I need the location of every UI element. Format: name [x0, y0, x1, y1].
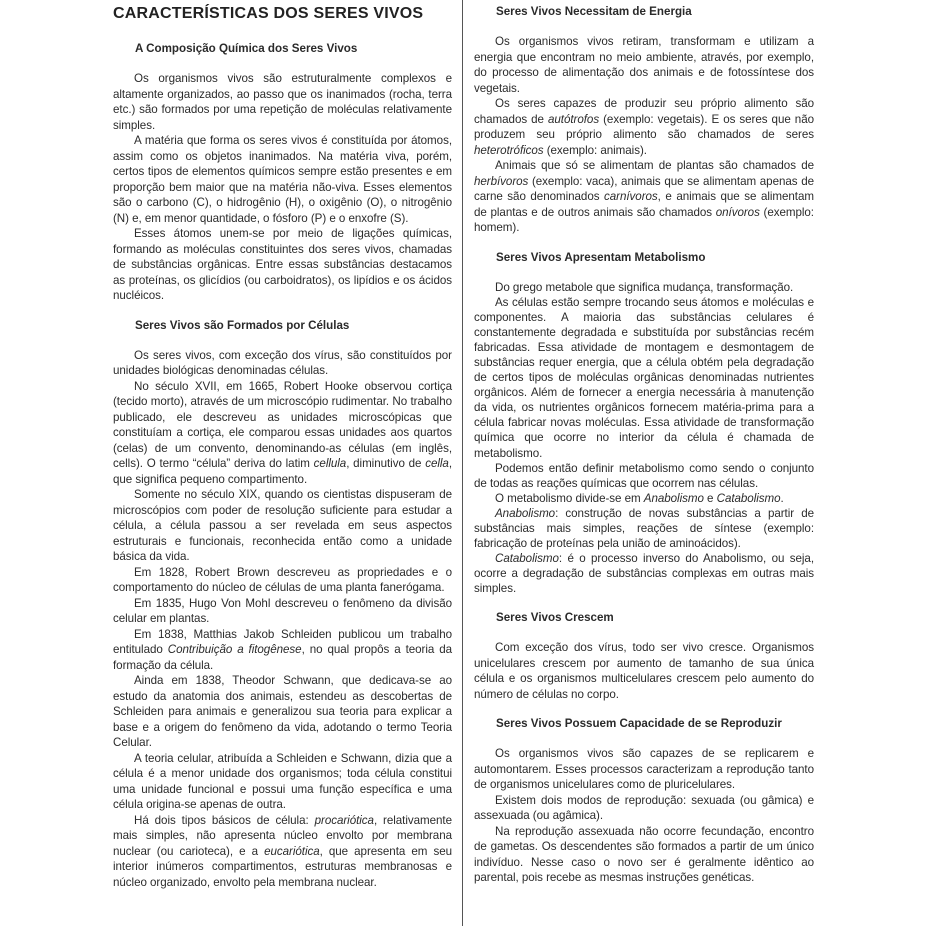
paragraph: Do grego metabole que significa mudança, transformação. [495, 280, 794, 294]
italic-term: Contribuição a fitogênese [167, 643, 302, 656]
paragraph: Somente no século XIX, quando os cientistas dispuseram de microscópios com poder de resolução suficiente para estudar a célula, a célula passou a ser revelada em seus aspectos estruturais e funcionais, reconhecida então como a unidade básica da vida. [113, 488, 452, 563]
italic-term: Catabolismo [495, 552, 559, 566]
page-title: CARACTERÍSTICAS DOS SERES VIVOS [113, 5, 424, 22]
column-divider [462, 0, 463, 926]
text-span: , que apresenta em seu interior inúmeros compartimentos, estruturas membranosas e núcleo organizado, envolto pela membrana nuclear. [113, 844, 452, 889]
paragraph [474, 158, 814, 236]
text-span: No século XVII, em 1665, Robert Hooke observou cortiça (tecido morto), através de um microscópio rudimentar. No trabalho publicado, ele descreveu as unidades microscópicas que constituíam a cortiça, ele comparou essas unidades aos quartos (celas) de um convento, denominando-as células (em inglês, cells). O termo “célula” deriva do latim [113, 379, 452, 470]
section-heading-energy: Seres Vivos Necessitam de Energia [496, 5, 692, 18]
paragraph [474, 96, 814, 158]
text-span: . [780, 491, 784, 505]
paragraph [113, 379, 452, 488]
text-span: , que significa pequeno compartimento. [113, 457, 452, 486]
paragraph [474, 551, 814, 596]
paragraph: Ainda em 1838, Theodor Schwann, que dedicava-se ao estudo da anatomia dos animais, estendeu as descobertas de Schleiden para animais e generalizou sua teoria para explicar a base e a origem do fenômeno da vida, adotando o termo Teoria Celular. [113, 674, 452, 749]
text-span: : é o processo inverso do Anabolismo, ou seja, ocorre a degradação de substâncias complexas em outras mais simples. [474, 552, 814, 596]
text-span: (exemplo: animais). [543, 143, 647, 157]
text-span: e [703, 491, 717, 505]
text-span: , diminutivo de [346, 457, 426, 470]
paragraph: A matéria que forma os seres vivos é constituída por átomos, assim como os objetos inanimados. Na matéria viva, porém, certos tipos de elementos químicos sempre estão presentes e em proporção bem maior que na matéria não-viva. Esses elementos são o carbono (C), o hidrogênio (H), o oxigênio (O), o nitrogênio (N) e, em menor quantidade, o fósforo (P) e o enxofre (S). [113, 134, 452, 225]
text-span: (exemplo: vaca), animais que se alimentam apenas de carne são denominados [474, 174, 814, 203]
italic-term: Catabolismo [716, 491, 781, 505]
italic-term: carnívoros [604, 190, 658, 203]
paragraph: Com exceção dos vírus, todo ser vivo cresce. Organismos unicelulares crescem por aumento de tamanho de sua única célula e os organismos multicelulares crescem pelo aumento do número de células no corpo. [474, 641, 814, 701]
paragraph: A teoria celular, atribuída a Schleiden e Schwann, dizia que a célula é a menor unidade dos organismos; toda célula constitui uma unidade funcional e possui uma função específica e uma célula origina-se apenas de outra. [113, 751, 452, 811]
text-span: Em 1838, Matthias Jakob Schleiden publicou um trabalho entitulado [113, 627, 452, 656]
section-heading-reproduction: Seres Vivos Possuem Capacidade de se Reproduzir [496, 717, 782, 731]
paragraph: Na reprodução assexuada não ocorre fecundação, encontro de gametas. Os descendentes são formados a partir de um único indivíduo. Nesse caso o novo ser é geralmente idêntico ao parental, pois recebe as mesmas instruções genéticas. [474, 824, 814, 885]
italic-term: Anabolismo [643, 491, 704, 505]
section-heading-cells: Seres Vivos são Formados por Células [135, 318, 350, 332]
italic-term: cella [425, 457, 449, 470]
text-span: Há dois tipos básicos de célula: [134, 813, 315, 827]
paragraph: Existem dois modos de reprodução: sexuada (ou gâmica) e assexuada (ou agâmica). [474, 793, 814, 823]
italic-term: procariótica [314, 813, 374, 827]
italic-term: cellula [313, 457, 347, 470]
paragraph: Os organismos vivos são estruturalmente complexos e altamente organizados, ao passo que os inanimados (rocha, terra etc.) são formados por uma repetição de moléculas relativamente simples. [113, 72, 452, 132]
text-span: Os seres capazes de produzir seu próprio alimento são chamados de [474, 97, 814, 126]
text-span: : construção de novas substâncias a partir de substâncias mais simples, reações de síntese (exemplo: fabricação de proteínas pela união de aminoácidos). [474, 506, 814, 551]
text-span: , no qual propôs a teoria da formação da célula. [113, 643, 453, 672]
paragraph: Os seres vivos, com exceção dos vírus, são constituídos por unidades biológicas denominadas células. [113, 348, 452, 377]
italic-term: onívoros [715, 205, 760, 219]
paragraph [113, 813, 452, 891]
italic-term: eucariótica [264, 844, 320, 858]
paragraph [474, 506, 814, 551]
paragraph [113, 627, 452, 674]
text-span: Animais que só se alimentam de plantas são chamados de [495, 159, 814, 172]
section-heading-metabolism: Seres Vivos Apresentam Metabolismo [496, 250, 706, 264]
paragraph: Em 1835, Hugo Von Mohl descreveu o fenômeno da divisão celular em plantas. [113, 596, 452, 625]
italic-term: autótrofos [548, 112, 600, 126]
text-span: , e animais que se alimentam de plantas e de outros animais são chamados [474, 190, 814, 219]
paragraph: Os organismos vivos são capazes de se replicarem e automontarem. Esses processos caracterizam a reprodução tanto de organismos unicelulares como de pluricelulares. [474, 747, 814, 792]
italic-term: herbívoros [474, 174, 529, 188]
section-heading-chemical-composition: A Composição Química dos Seres Vivos [135, 42, 358, 55]
left-column [113, 0, 452, 890]
right-column [474, 0, 814, 886]
italic-term: heterotróficos [474, 143, 544, 157]
text-span: (exemplo: homem). [474, 205, 814, 234]
italic-term: Anabolismo [495, 506, 556, 520]
paragraph: As células estão sempre trocando seus átomos e moléculas e componentes. A maioria das substâncias celulares é constantemente degradada e substituída por substâncias recém fabricadas. Essa atividade de montagem e desmontagem de substâncias requer energia, que a célula obtém pela degradação de certos tipos de moléculas orgânicas denominadas nutrientes orgânicos. Além de fornecer a energia necessária à manutenção da vida, os nutrientes orgânicos fornecem matéria-prima para a célula fabricar novas moléculas. Essa atividade de transformação química que ocorre no interior da célula é chamada de metabolismo. [474, 295, 814, 460]
text-span: (exemplo: vegetais). E os seres que não produzem seu próprio alimento são chamados de seres [474, 112, 814, 141]
paragraph: Esses átomos unem-se por meio de ligações químicas, formando as moléculas constituintes dos seres vivos, chamadas de substâncias orgânicas. Entre essas substâncias destacamos as proteínas, os glicídios (ou carboidratos), os lipídios e os ácidos nucléicos. [113, 227, 452, 302]
text-span: O metabolismo divide-se em [495, 491, 644, 505]
paragraph: Podemos então definir metabolismo como sendo o conjunto de todas as reações químicas que ocorrem nas células. [474, 461, 814, 490]
paragraph [474, 491, 814, 506]
text-span: , relativamente mais simples, não apresenta núcleo envolto por membrana nuclear (ou carioteca), e a [113, 813, 452, 858]
section-heading-growth: Seres Vivos Crescem [496, 611, 614, 625]
paragraph: Em 1828, Robert Brown descreveu as propriedades e o comportamento do núcleo de células de uma planta fanerógama. [113, 565, 452, 594]
paragraph: Os organismos vivos retiram, transformam e utilizam a energia que encontram no meio ambiente, através, por exemplo, do processo de alimentação dos animais e de fotossíntese dos vegetais. [474, 35, 814, 95]
